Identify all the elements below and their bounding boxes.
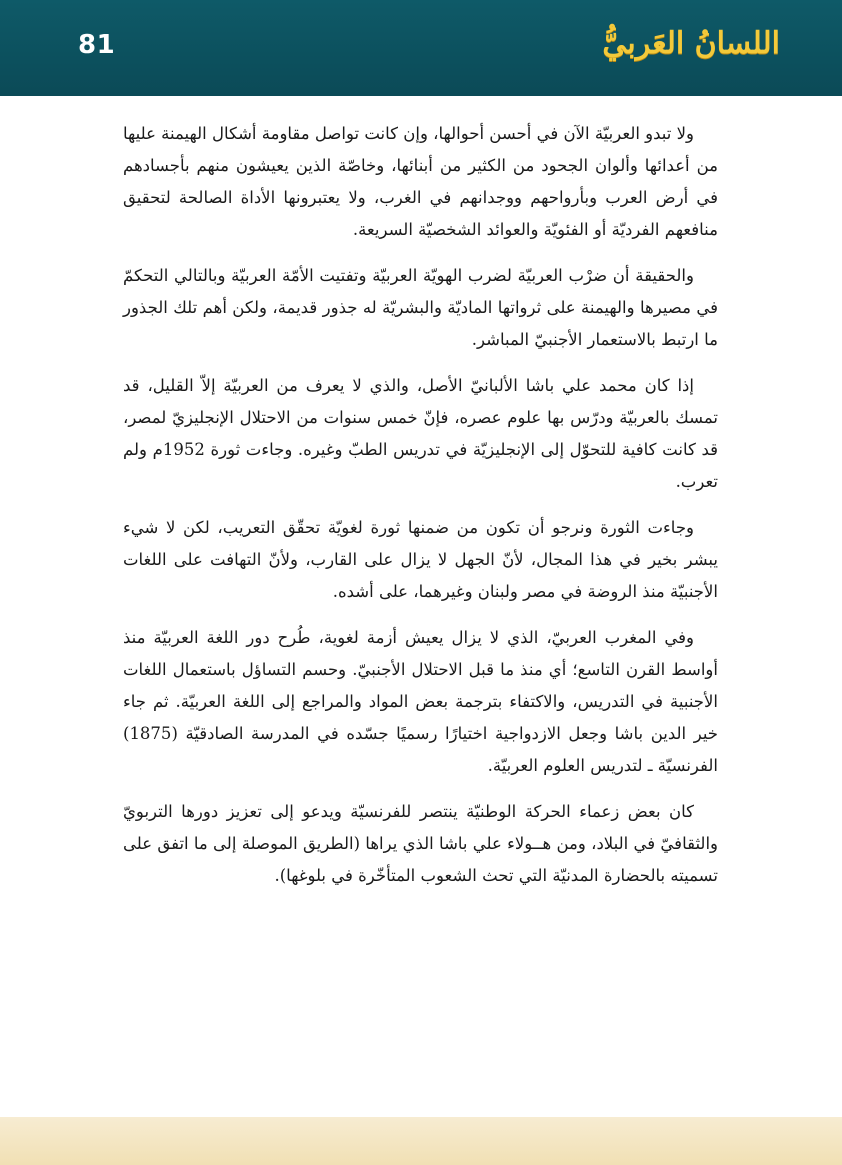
paragraph-5: وفي المغرب العربيّ، الذي لا يزال يعيش أزمة لغوية، طُرح دور اللغة العربيّة منذ أواسط القرن التاسع؛ أي منذ ما قبل الاحتلال الأجنبيّ. وحسم التساؤل باستعمال اللغات الأجنبية في التدريس، والاكتفاء بترجمة بعض المواد والمراجع إلى اللغة العربيّة. ثم جاء خير الدين باشا وجعل الازدواجية اختيارًا رسميًا جسّده في المدرسة الصادقيّة (1875) الفرنسيّة ـ لتدريس العلوم العربيّة. bbox=[123, 628, 718, 775]
paragraph-3: إذا كان محمد علي باشا الألبانيّ الأصل، والذي لا يعرف من العربيّة إلاّ القليل، قد تمسك بالعربيّة ودرّس بها علوم عصره، فإنّ خمس سنوات من الاحتلال الإنجليزيّ لمصر، قد كانت كافية للتحوّل إلى الإنجليزيّة في تدريس الطبّ وغيره. وجاءت ثورة 1952م ولم تعرب. bbox=[123, 376, 718, 491]
paragraph-6: كان بعض زعماء الحركة الوطنيّة ينتصر للفرنسيّة ويدعو إلى تعزيز دورها التربويّ والثقافيّ في البلاد، ومن هــولاء علي باشا الذي يراها (الطريق الموصلة إلى ما اتفق على تسميته بالحضارة المدنيّة التي تحث الشعوب المتأخّرة في بلوغها). bbox=[123, 802, 719, 885]
paragraph-2: والحقيقة أن ضرْب العربيّة لضرب الهويّة العربيّة وتفتيت الأمّة العربيّة وبالتالي التحكمّ في مصيرها والهيمنة على ثرواتها الماديّة والبشريّة له جذور قديمة، ولكن أهم تلك الجذور ما ارتبط بالاستعمار الأجنبيّ المباشر. bbox=[123, 266, 718, 349]
page-footer-band bbox=[0, 1117, 842, 1165]
journal-logo: اللسانُ العَربيُّ bbox=[602, 26, 780, 61]
page-number: 81 bbox=[78, 30, 116, 60]
paragraph-4: وجاءت الثورة ونرجو أن تكون من ضمنها ثورة لغويّة تحقّق التعريب، لكن لا شيء يبشر بخير في هذا المجال، لأنّ الجهل لا يزال على القارب، ولأنّ التهافت على اللغات الأجنبيّة منذ الروضة في مصر ولبنان وغيرهما، على أشده. bbox=[123, 518, 718, 601]
article-body bbox=[123, 118, 718, 906]
paragraph-1: ولا تبدو العربيّة الآن في أحسن أحوالها، وإن كانت تواصل مقاومة أشكال الهيمنة عليها من أعدائها وألوان الجحود من الكثير من أبنائها، وخاصّة الذين يعيشون منهم بأجسادهم في أرض العرب وبأرواحهم ووجدانهم في الغرب، ولا يعتبرونها الأداة الصالحة لتحقيق منافعهم الفرديّة أو الفئويّة والعوائد الشخصيّة السريعة. bbox=[123, 124, 718, 239]
page-header bbox=[0, 0, 842, 96]
